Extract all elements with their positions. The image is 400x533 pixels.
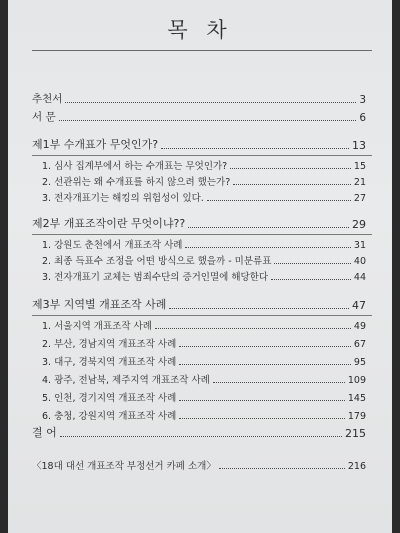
toc-part-1: [8, 138, 392, 152]
part-divider: [32, 234, 372, 235]
toc-item: [8, 372, 392, 386]
dot-leader: [65, 102, 356, 103]
toc-item-label: 3. 전자개표기 교체는 범죄수단의 증거인멸에 해당한다: [42, 272, 269, 283]
toc-item-page: 40: [353, 256, 366, 267]
dot-leader: [219, 468, 345, 469]
toc-item-page: 145: [347, 393, 366, 404]
toc-item: [8, 158, 392, 172]
dot-leader: [169, 308, 349, 309]
toc-item-label: 2. 최종 득표수 조정을 어떤 방식으로 했을까 - 미분류표: [42, 256, 272, 267]
toc-conclusion-page: 215: [345, 427, 366, 440]
toc-item-page: 67: [353, 339, 366, 350]
toc-item-page: 95: [353, 357, 366, 368]
toc-part-page: 13: [352, 139, 366, 152]
toc-item: [8, 336, 392, 350]
toc-part-page: 47: [352, 299, 366, 312]
dot-leader: [230, 168, 351, 169]
dot-leader: [213, 382, 345, 383]
toc-item-page: 31: [353, 240, 366, 251]
toc-item-label: 1. 서울지역 개표조작 사례: [42, 321, 152, 332]
dot-leader: [271, 279, 351, 280]
toc-item-page: 27: [353, 193, 366, 204]
toc-item-label: 5. 인천, 경기지역 개표조작 사례: [42, 393, 177, 404]
toc-item-label: 6. 충청, 강원지역 개표조작 사례: [42, 411, 177, 422]
book-page: [8, 0, 392, 533]
toc-item-page: 21: [353, 177, 366, 188]
toc-item-page: 49: [353, 321, 366, 332]
toc-item: [8, 390, 392, 404]
dot-leader: [233, 184, 351, 185]
dot-leader: [179, 418, 345, 419]
toc-entry-page: 3: [359, 94, 366, 106]
toc-conclusion-label: 결 어: [32, 426, 57, 439]
dot-leader: [274, 263, 351, 264]
toc-item-page: 109: [347, 375, 366, 386]
toc-part-label: 제1부 수개표가 무엇인가?: [32, 138, 159, 151]
toc-part-label: 제2부 개표조작이란 무엇이냐??: [32, 217, 186, 230]
dot-leader: [155, 328, 351, 329]
toc-item-page: 15: [353, 161, 366, 172]
dot-leader: [60, 436, 342, 437]
toc-conclusion: [8, 426, 392, 440]
dot-leader: [179, 346, 351, 347]
toc-item-label: 3. 전자개표기는 해킹의 위험성이 있다.: [42, 193, 204, 204]
toc-item-label: 4. 광주, 전남북, 제주지역 개표조작 사례: [42, 375, 210, 386]
toc-part-3: [8, 298, 392, 312]
dot-leader: [185, 247, 350, 248]
title-divider: [32, 50, 372, 51]
toc-item-label: 1. 심사 집계부에서 하는 수개표는 무엇인가?: [42, 161, 228, 172]
part-divider: [32, 155, 372, 156]
toc-entry-page: 6: [359, 112, 366, 124]
dot-leader: [179, 400, 345, 401]
toc-item: [8, 237, 392, 251]
toc-appendix-label: 〈18대 대선 개표조작 부정선거 카페 소개〉: [32, 461, 216, 472]
toc-appendix: [8, 458, 392, 472]
dot-leader: [207, 200, 351, 201]
dot-leader: [59, 120, 357, 121]
dot-leader: [188, 227, 349, 228]
toc-part-page: 29: [352, 218, 366, 231]
toc-item-label: 2. 부산, 경남지역 개표조작 사례: [42, 339, 177, 350]
toc-appendix-page: 216: [347, 461, 366, 472]
toc-item: [8, 190, 392, 204]
toc-item: [8, 253, 392, 267]
toc-item: [8, 354, 392, 368]
toc-part-2: [8, 217, 392, 231]
toc-entry-label: 추천서: [32, 93, 63, 105]
toc-part-label: 제3부 지역별 개표조작 사례: [32, 298, 167, 311]
toc-item: [8, 408, 392, 422]
toc-item-page: 179: [347, 411, 366, 422]
toc-entry-label: 서 문: [32, 111, 56, 123]
toc-entry-preface: [8, 110, 392, 124]
toc-item-label: 2. 선관위는 왜 수개표를 하지 않으려 했는가?: [42, 177, 231, 188]
dot-leader: [161, 148, 349, 149]
toc-item-label: 1. 강원도 춘천에서 개표조작 사례: [42, 240, 183, 251]
toc-entry-recommendation: [8, 92, 392, 106]
toc-item: [8, 174, 392, 188]
toc-item-label: 3. 대구, 경북지역 개표조작 사례: [42, 357, 177, 368]
toc-item-page: 44: [353, 272, 366, 283]
toc-item: [8, 269, 392, 283]
dot-leader: [179, 364, 351, 365]
page-title: 목 차: [167, 18, 233, 42]
part-divider: [32, 315, 372, 316]
toc-item: [8, 318, 392, 332]
